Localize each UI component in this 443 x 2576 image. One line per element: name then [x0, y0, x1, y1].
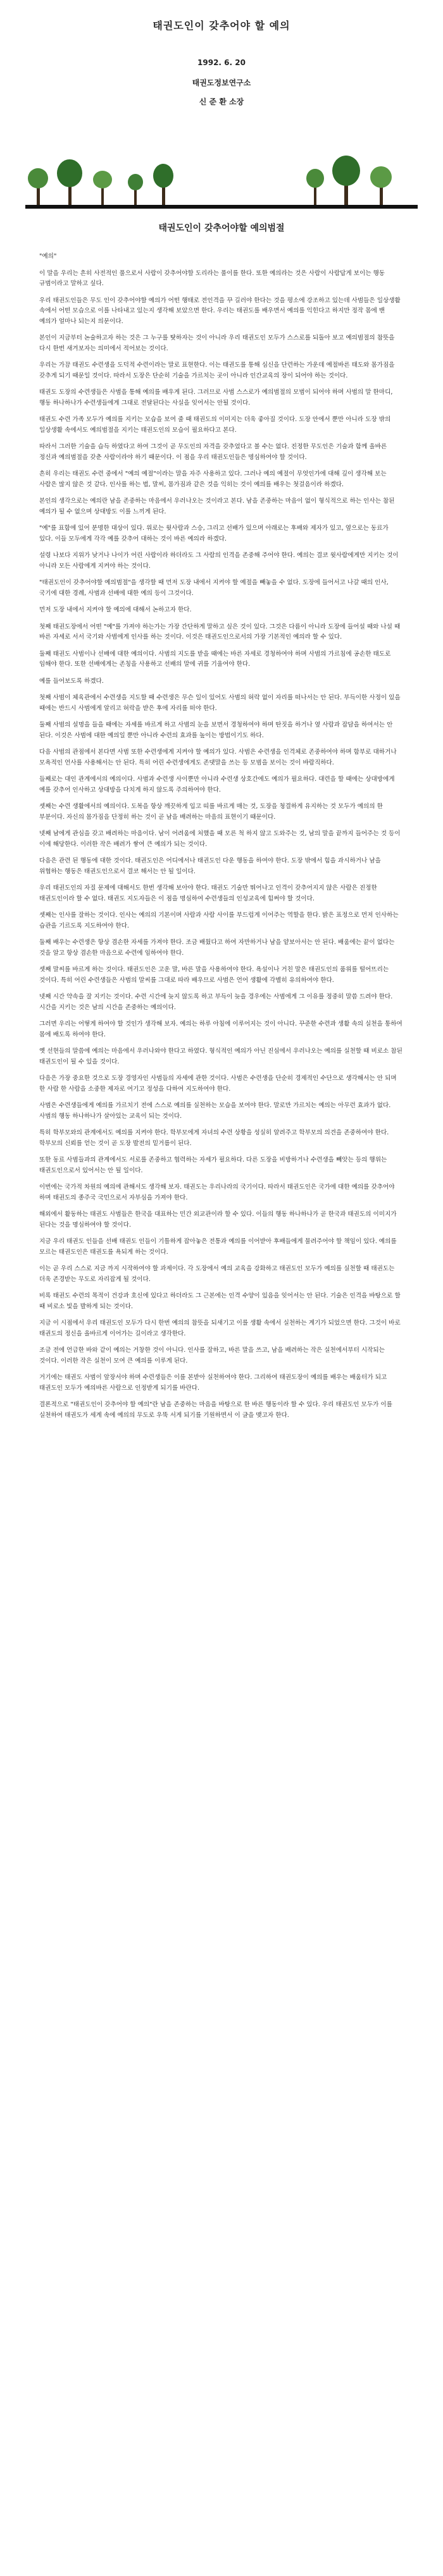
article-paragraph: "예의" [39, 253, 57, 260]
article-paragraph: 그러면 우리는 어떻게 하여야 할 것인가 생각해 보자. 예의는 하루 아침에 이루어지는 것이 아니다. 꾸준한 수련과 생활 속의 실천을 통하여 몸에 배도록 하여야 한다. [39, 1021, 402, 1038]
article-paragraph: 이 말을 우리는 흔히 사전적인 풀으로서 사람이 갖추어야할 도리라는 풀이를 한다. 또한 예의라는 것은 사람이 사람답게 보이는 행동 규범이라고 말하고 싶다. [39, 269, 385, 287]
article-paragraph: 첫째 태권도장에서 어떤 "예"를 가져야 하는가는 가장 간단하게 말하고 싶은 것이 있다. 그것은 다름이 아니라 도장에 들어설 때와 나설 때 바른 자세로 서서 국기와 사범에게 인사를 하는 것이다. 이것은 태권도인으로서의 가장 기본적인 예의라 할 수 있다. [39, 623, 401, 641]
article-paragraph: 우리 태권도인의 자질 문제에 대해서도 한번 생각해 보아야 한다. 태권도 기술만 뛰어나고 인격이 갖추어지지 않은 사람은 진정한 태권도인이라 할 수 없다. 태권도 지도자들은 이 점을 명심하여 수련생들의 인성교육에 힘써야 할 것이다. [39, 885, 377, 902]
document-title: 태권도인이 갖추어야 할 예의 [153, 20, 290, 32]
article-paragraph: 셋째 말씨를 바르게 하는 것이다. 태권도인은 고운 말, 바른 말을 사용하여야 한다. 욕설이나 거친 말은 태권도인의 품위를 떨어뜨리는 것이다. 특히 어린 수련생들은 사범의 말씨를 그대로 따라 배우므로 사범은 언어 생활에 각별히 유의하여야 한다. [39, 966, 389, 984]
article-paragraph: 본인의 생각으로는 예의란 남을 존중하는 마음에서 우러나오는 것이라고 본다. 남을 존중하는 마음이 없이 형식적으로 하는 인사는 참된 예의가 될 수 없으며 상대방도 이를 느끼게 된다. [39, 498, 395, 515]
article-paragraph: 거기에는 태권도 사범이 앞장서야 하며 수련생들은 이를 본받아 실천하여야 한다. 그리하여 태권도장이 예의를 배우는 배움터가 되고 태권도인 모두가 예의바른 사람으로 인정받게 되기를 바란다. [39, 1374, 387, 1392]
article-paragraph: 설령 나보다 지위가 낮거나 나이가 어린 사람이라 하더라도 그 사람의 인격을 존중해 주어야 한다. 예의는 결코 윗사람에게만 지키는 것이 아니라 모든 사람에게 지켜야 하는 것이다. [39, 552, 399, 570]
article-paragraph: 셋째는 수련 생활에서의 예의이다. 도복을 항상 깨끗하게 입고 띠를 바르게 매는 것, 도장을 청결하게 유지하는 것 모두가 예의의 한 부분이다. 자신의 몸가짐을 단정히 하는 것이 곧 남을 배려하는 마음의 표현이기 때문이다. [39, 803, 383, 821]
article-paragraph: 해외에서 활동하는 태권도 사범들은 한국을 대표하는 민간 외교관이라 할 수 있다. 이들의 행동 하나하나가 곧 한국과 태권도의 이미지가 된다는 것을 명심하여야 할 것이다. [39, 1211, 397, 1229]
article-paragraph: 특히 학부모와의 관계에서도 예의를 지켜야 한다. 학부모에게 자녀의 수련 상황을 성실히 알려주고 학부모의 의견을 존중하여야 한다. 학부모의 신뢰를 얻는 것이 곧 도장 발전의 밑거름이 된다. [39, 1129, 389, 1147]
tree-icon [28, 168, 48, 206]
article-paragraph: 흔히 우리는 태권도 수련 중에서 "예의 예절"이라는 말을 자주 사용하고 있다. 그러나 예의 예절이 무엇인가에 대해 깊이 생각해 보는 사람은 많지 않은 것 같다. 인사를 하는 법, 말씨, 몸가짐과 같은 것을 익히는 것이 예의를 배우는 첫걸음이라 하겠다. [39, 470, 387, 488]
article-paragraph: "태권도인이 갖추어야할 예의범절"을 생각할 때 먼저 도장 내에서 지켜야 할 예절을 빼놓을 수 없다. 도장에 들어서고 나갈 때의 인사, 국기에 대한 경례, 사범과 선배에 대한 예의 등이 그것이다. [39, 579, 389, 597]
article-paragraph: 우리 태권도인들은 무도 인이 갖추어야할 예의가 어떤 행태로 전인격을 꾸 길러야 한다는 것을 평소에 강조하고 있는데 사범들은 일상생활 속에서 어떤 모습으로 이를 나타내고 있는지 생각해 보았으면 한다. 우리는 태권도를 배우면서 예의를 익힌다고 하지만 정작 몸에 밴 예의가 얼마나 되는지 의문이다. [39, 297, 401, 325]
article-paragraph: 지금 우리 태권도 인들을 선배 태권도 인들이 기틀하게 잡아놓은 전통과 예의를 이어받아 후배들에게 물려주어야 할 책임이 있다. 예의를 모르는 태권도인은 태권도를 욕되게 하는 것이다. [39, 1238, 397, 1256]
tree-icon [332, 156, 360, 206]
article-paragraph: 지금 이 시점에서 우리 태권도인 모두가 다시 한번 예의의 참뜻을 되새기고 이를 생활 속에서 실천하는 계기가 되었으면 한다. 그것이 바로 태권도의 정신을 올바르게 이어가는 길이라고 생각한다. [39, 1320, 401, 1337]
article-paragraph: 또한 동료 사범들과의 관계에서도 서로를 존중하고 협력하는 자세가 필요하다. 다른 도장을 비방하거나 수련생을 빼앗는 등의 행위는 태권도인으로서 있어서는 안 될 일이다. [39, 1156, 387, 1174]
tree-icon [370, 166, 392, 206]
document-date: 1992. 6. 20 [197, 58, 246, 67]
article-paragraph: 비록 태권도 수련의 목적이 건강과 호신에 있다고 하더라도 그 근본에는 인격 수양이 있음을 잊어서는 안 된다. 기술은 인격을 바탕으로 할 때 비로소 빛을 발하게 되는 것이다. [39, 1292, 401, 1310]
article-body [39, 252, 404, 1427]
article-paragraph: 이는 곧 우리 스스로 지금 까지 시작하여야 할 과제이다. 각 도장에서 예의 교육을 강화하고 태권도인 모두가 예의를 실천할 때 태권도는 더욱 존경받는 무도로 자리잡게 될 것이다. [39, 1265, 395, 1283]
article-paragraph: "예"를 표함에 있어 분명한 대상이 있다. 위로는 윗사람과 스승, 그리고 선배가 있으며 아래로는 후배와 제자가 있고, 옆으로는 동료가 있다. 이들 모두에게 각각 예를 갖추어 대하는 것이 바른 예의라 하겠다. [39, 525, 389, 543]
article-paragraph: 다음 사범의 관점에서 본다면 사범 또한 수련생에게 지켜야 할 예의가 있다. 사범은 수련생을 인격체로 존중하여야 하며 함부로 대하거나 모욕적인 언사를 사용해서는 안 된다. 특히 어린 수련생에게도 존댓말을 쓰는 등 모범을 보이는 것이 바람직하다. [39, 749, 397, 766]
article-paragraph: 셋째는 인사를 잘하는 것이다. 인사는 예의의 기본이며 사람과 사람 사이를 부드럽게 이어주는 역할을 한다. 밝은 표정으로 먼저 인사하는 습관을 기르도록 지도하여야 한다. [39, 912, 399, 929]
article-paragraph: 둘째 태권도 사범이나 선배에 대한 예의이다. 사범의 지도를 받을 때에는 바른 자세로 경청하여야 하며 사범의 가르침에 공손한 태도로 임해야 한다. 또한 선배에게는 존칭을 사용하고 선배의 말에 귀를 기울여야 한다. [39, 650, 391, 668]
decorative-trees-illustration [25, 152, 418, 209]
tree-icon [128, 174, 143, 206]
article-paragraph: 예를 들어보도록 하겠다. [39, 677, 104, 685]
article-paragraph: 다음은 가장 중요한 것으로 도장 경영자인 사범들의 자세에 관한 것이다. 사범은 수련생을 단순히 경제적인 수단으로 생각해서는 안 되며 한 사람 한 사람을 소중한 제자로 여기고 정성을 다하여 지도하여야 한다. [39, 1075, 397, 1093]
article-paragraph: 넷째 남에게 관심을 갖고 배려하는 마음이다. 남이 어려움에 처했을 때 모른 척 하지 않고 도와주는 것, 남의 말을 끝까지 들어주는 것 등이 이에 해당한다. 이러한 작은 배려가 쌓여 큰 예의가 되는 것이다. [39, 830, 401, 848]
article-paragraph: 다음은 관련 된 행동에 대한 것이다. 태권도인은 어디에서나 태권도인 다운 행동을 하여야 한다. 도장 밖에서 힘을 과시하거나 남을 위협하는 행동은 태권도인으로서 결코 해서는 안 될 일이다. [39, 857, 381, 875]
article-paragraph: 태권도 도장의 수련생들은 사범을 통해 예의를 배우게 된다. 그러므로 사범 스스로가 예의범절의 모범이 되어야 하며 사범의 말 한마디, 행동 하나하나가 수련생들에게 그대로 전달된다는 사실을 잊어서는 안될 것이다. [39, 389, 393, 407]
article-paragraph: 둘째 사범의 설명을 들을 때에는 자세를 바르게 하고 사범의 눈을 보면서 경청하여야 하며 딴짓을 하거나 옆 사람과 잡담을 하여서는 안 된다. 이것은 사범에 대한 예의일 뿐만 아니라 수련의 효과를 높이는 방법이기도 하다. [39, 721, 393, 739]
article-paragraph: 옛 선현들의 말씀에 예의는 마음에서 우러나와야 한다고 하였다. 형식적인 예의가 아닌 진심에서 우러나오는 예의를 실천할 때 비로소 참된 태권도인이 될 수 있을 것이다. [39, 1048, 402, 1065]
ground-line [25, 205, 418, 209]
tree-icon [57, 159, 82, 206]
tree-icon [153, 164, 173, 206]
tree-icon [306, 169, 324, 206]
article-paragraph: 첫째 사범이 체육관에서 수련생을 지도할 때 수련생은 무슨 일이 있어도 사범의 허락 없이 자리를 떠나서는 안 된다. 부득이한 사정이 있을 때에는 반드시 사범에게 알리고 허락을 받은 후에 자리를 떠야 한다. [39, 694, 401, 712]
article-paragraph: 태권도 수련 가족 모두가 예의를 지키는 모습을 보여 줄 때 태권도의 이미지는 더욱 좋아질 것이다. 도장 안에서 뿐만 아니라 도장 밖의 일상생활 속에서도 예의범절을 지키는 태권도인의 모습이 필요하다고 본다. [39, 416, 391, 434]
article-paragraph: 들째로는 대인 관계에서의 예의이다. 사범과 수련생 사이뿐만 아니라 수련생 상호간에도 예의가 필요하다. 대련을 할 때에는 상대방에게 예를 갖추어 인사하고 상대방을 다치게 하지 않도록 주의하여야 한다. [39, 776, 395, 794]
article-paragraph: 조금 전에 언급한 바와 같이 예의는 거창한 것이 아니다. 인사를 잘하고, 바른 말을 쓰고, 남을 배려하는 작은 실천에서부터 시작되는 것이다. 이러한 작은 실천이 모여 큰 예의를 이루게 된다. [39, 1347, 385, 1365]
article-paragraph: 우리는 가끔 태권도 수련생을 도덕적 수련이라는 말로 표현한다. 이는 태권도를 통해 심신을 단련하는 가운데 예절바른 태도와 몸가짐을 갖추게 되기 때문일 것이다. 따라서 도장은 단순히 기술을 가르치는 곳이 아니라 인간교육의 장이 되어야 하는 것이다. [39, 362, 395, 379]
article-title: 태권도인이 갖추어야할 예의범절 [158, 223, 285, 233]
article-paragraph: 결론적으로 "태권도인이 갖추어야 할 예의"란 남을 존중하는 마음을 바탕으로 한 바른 행동이라 할 수 있다. 우리 태권도인 모두가 이를 실천하여 태권도가 세계 속에 예의의 무도로 우뚝 서게 되기를 기원하면서 이 글을 맺고자 한다. [39, 1401, 392, 1419]
tree-icon [93, 171, 112, 206]
article-paragraph: 따라서 그러한 기술을 습득 하였다고 하여 그것이 곧 무도인의 자격을 갖추었다고 볼 수는 없다. 진정한 무도인은 기술과 함께 올바른 정신과 예의범절을 갖춘 사람이라야 하기 때문이다. 이 점을 우리 태권도인들은 명심하여야 할 것이다. [39, 443, 387, 461]
document-author: 신 준 환 소장 [199, 97, 244, 106]
article-paragraph: 이번에는 국가적 차원의 예의에 관해서도 생각해 보자. 태권도는 우리나라의 국기이다. 따라서 태권도인은 국가에 대한 예의를 갖추어야 하며 태권도의 종주국 국민으로서 자부심을 가져야 한다. [39, 1184, 395, 1201]
article-paragraph: 먼저 도장 내에서 지켜야 할 예의에 대해서 논하고자 한다. [39, 606, 192, 613]
document-institution: 태권도정보연구소 [192, 78, 251, 87]
article-paragraph: 본인이 지금부터 논술하고자 하는 것은 그 누구를 탓하자는 것이 아니라 우리 태권도인 모두가 스스로를 되돌아 보고 예의범절의 참뜻을 다시 한번 새겨보자는 의미에서 적어보는 것이다. [39, 334, 395, 352]
article-paragraph: 사범은 수련생들에게 예의를 가르치기 전에 스스로 예의를 실천하는 모습을 보여야 한다. 말로만 가르치는 예의는 아무런 효과가 없다. 사범의 행동 하나하나가 살아있는 교육이 되는 것이다. [39, 1102, 391, 1120]
article-paragraph: 넷째 시간 약속을 잘 지키는 것이다. 수련 시간에 늦지 않도록 하고 부득이 늦을 경우에는 사범에게 그 이유를 정중히 말씀 드려야 한다. 시간을 지키는 것은 남의 시간을 존중하는 예의이다. [39, 993, 393, 1011]
article-paragraph: 둘째 배우는 수련생은 항상 겸손한 자세를 가져야 한다. 조금 배웠다고 하여 자만하거나 남을 얕보아서는 안 된다. 배움에는 끝이 없다는 것을 알고 항상 겸손한 마음으로 수련에 임하여야 한다. [39, 939, 395, 957]
